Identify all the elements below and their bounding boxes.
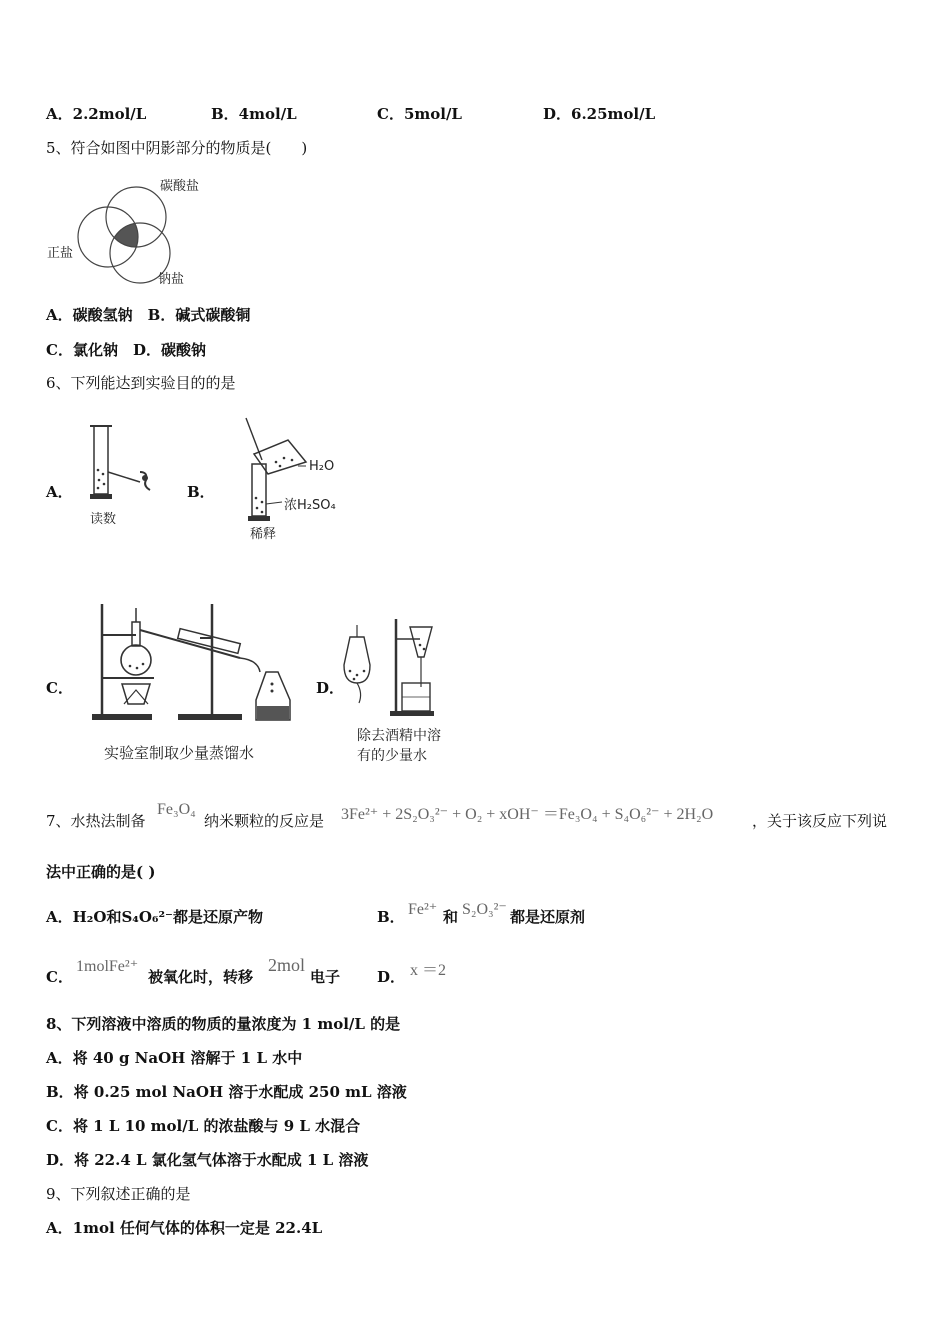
- formula-1mol-fe2plus: 1molFe²⁺: [76, 958, 139, 975]
- q8-option-b: B．将 0.25 mol NaOH 溶于水配成 250 mL 溶液: [46, 1083, 407, 1101]
- figure-b-caption: 稀释: [250, 527, 277, 542]
- venn-label-normal-salt: 正盐: [47, 246, 74, 261]
- q7-option-b-tail: 都是还原剂: [510, 908, 586, 926]
- q7-stem-line2: 法中正确的是( ): [46, 863, 156, 881]
- q8-option-c: C．将 1 L 10 mol/L 的浓盐酸与 9 L 水混合: [46, 1117, 361, 1135]
- formula-x-equals-2: x ＝2: [410, 962, 447, 979]
- q8-option-d: D．将 22.4 L 氯化氢气体溶于水配成 1 L 溶液: [46, 1151, 369, 1169]
- figure-d-caption-line1: 除去酒精中溶: [357, 728, 441, 744]
- q9-option-a: A．1mol 任何气体的体积一定是 22.4L: [46, 1219, 323, 1237]
- q6-stem: 6、下列能达到实验目的的是: [46, 374, 236, 392]
- q5-stem: 5、符合如图中阴影部分的物质是( ): [46, 139, 308, 157]
- venn-label-sodium-salt: 钠盐: [158, 272, 185, 287]
- separatory-funnel-figure: [340, 615, 450, 725]
- q7-middle: 纳米颗粒的反应是: [204, 812, 325, 830]
- q5-options-cd: C．氯化钠 D．碳酸钠: [46, 341, 206, 359]
- formula-2mol: 2mol: [268, 955, 306, 975]
- q5-options-ab: A．碳酸氢钠 B．碱式碳酸铜: [46, 306, 251, 324]
- q7-suffix: ，关于该反应下列说: [752, 812, 888, 830]
- graduated-cylinder-reading-figure: [88, 420, 168, 510]
- distillation-apparatus-figure: [90, 600, 300, 725]
- q7-option-c-label: C．: [46, 968, 73, 986]
- reaction-equation: 3Fe²⁺ + 2S₂O₃²⁻ + O₂ + xOH⁻ ＝Fe₃O₄ + S₄O₆²⁻ + 2H₂O: [341, 806, 714, 823]
- formula-fe2plus: Fe²⁺: [408, 901, 438, 918]
- formula-fe3o4: Fe₃O₄: [157, 801, 196, 818]
- q7-option-b-label: B．: [377, 908, 405, 926]
- q7-prefix: 7、水热法制备: [46, 812, 146, 830]
- venn-label-carbonate: 碳酸盐: [160, 179, 200, 194]
- q6-option-c: C．: [46, 679, 73, 697]
- figure-c-caption: 实验室制取少量蒸馏水: [104, 744, 255, 762]
- figure-a-caption: 读数: [90, 512, 117, 527]
- q8-stem: 8、下列溶液中溶质的物质的量浓度为 1 mol/L 的是: [46, 1015, 401, 1033]
- q8-option-a: A．将 40 g NaOH 溶解于 1 L 水中: [46, 1049, 303, 1067]
- q4-option-a: A．2.2mol/L: [46, 105, 147, 123]
- q7-option-d-label: D．: [377, 968, 406, 986]
- q9-stem: 9、下列叙述正确的是: [46, 1185, 191, 1203]
- figure-d-caption-line2: 有的少量水: [357, 748, 427, 764]
- q4-option-d: D．6.25mol/L: [543, 105, 656, 123]
- q7-option-c-tail: 电子: [310, 968, 341, 986]
- q7-option-b-and: 和: [443, 908, 459, 926]
- figure-b-h2o-label: H₂O: [309, 459, 335, 474]
- q6-option-d: D．: [316, 679, 345, 697]
- figure-b-acid-label: 浓H₂SO₄: [284, 498, 336, 513]
- q4-option-c: C．5mol/L: [377, 105, 462, 123]
- formula-s2o3: S₂O₃²⁻: [462, 901, 507, 918]
- q7-option-c-middle: 被氧化时，转移: [148, 968, 254, 986]
- q7-option-a: A．H₂O和S₄O₆²⁻都是还原产物: [46, 908, 263, 926]
- q6-option-b: B．: [187, 483, 215, 501]
- q4-option-b: B．4mol/L: [211, 105, 297, 123]
- q6-option-a: A．: [46, 483, 73, 501]
